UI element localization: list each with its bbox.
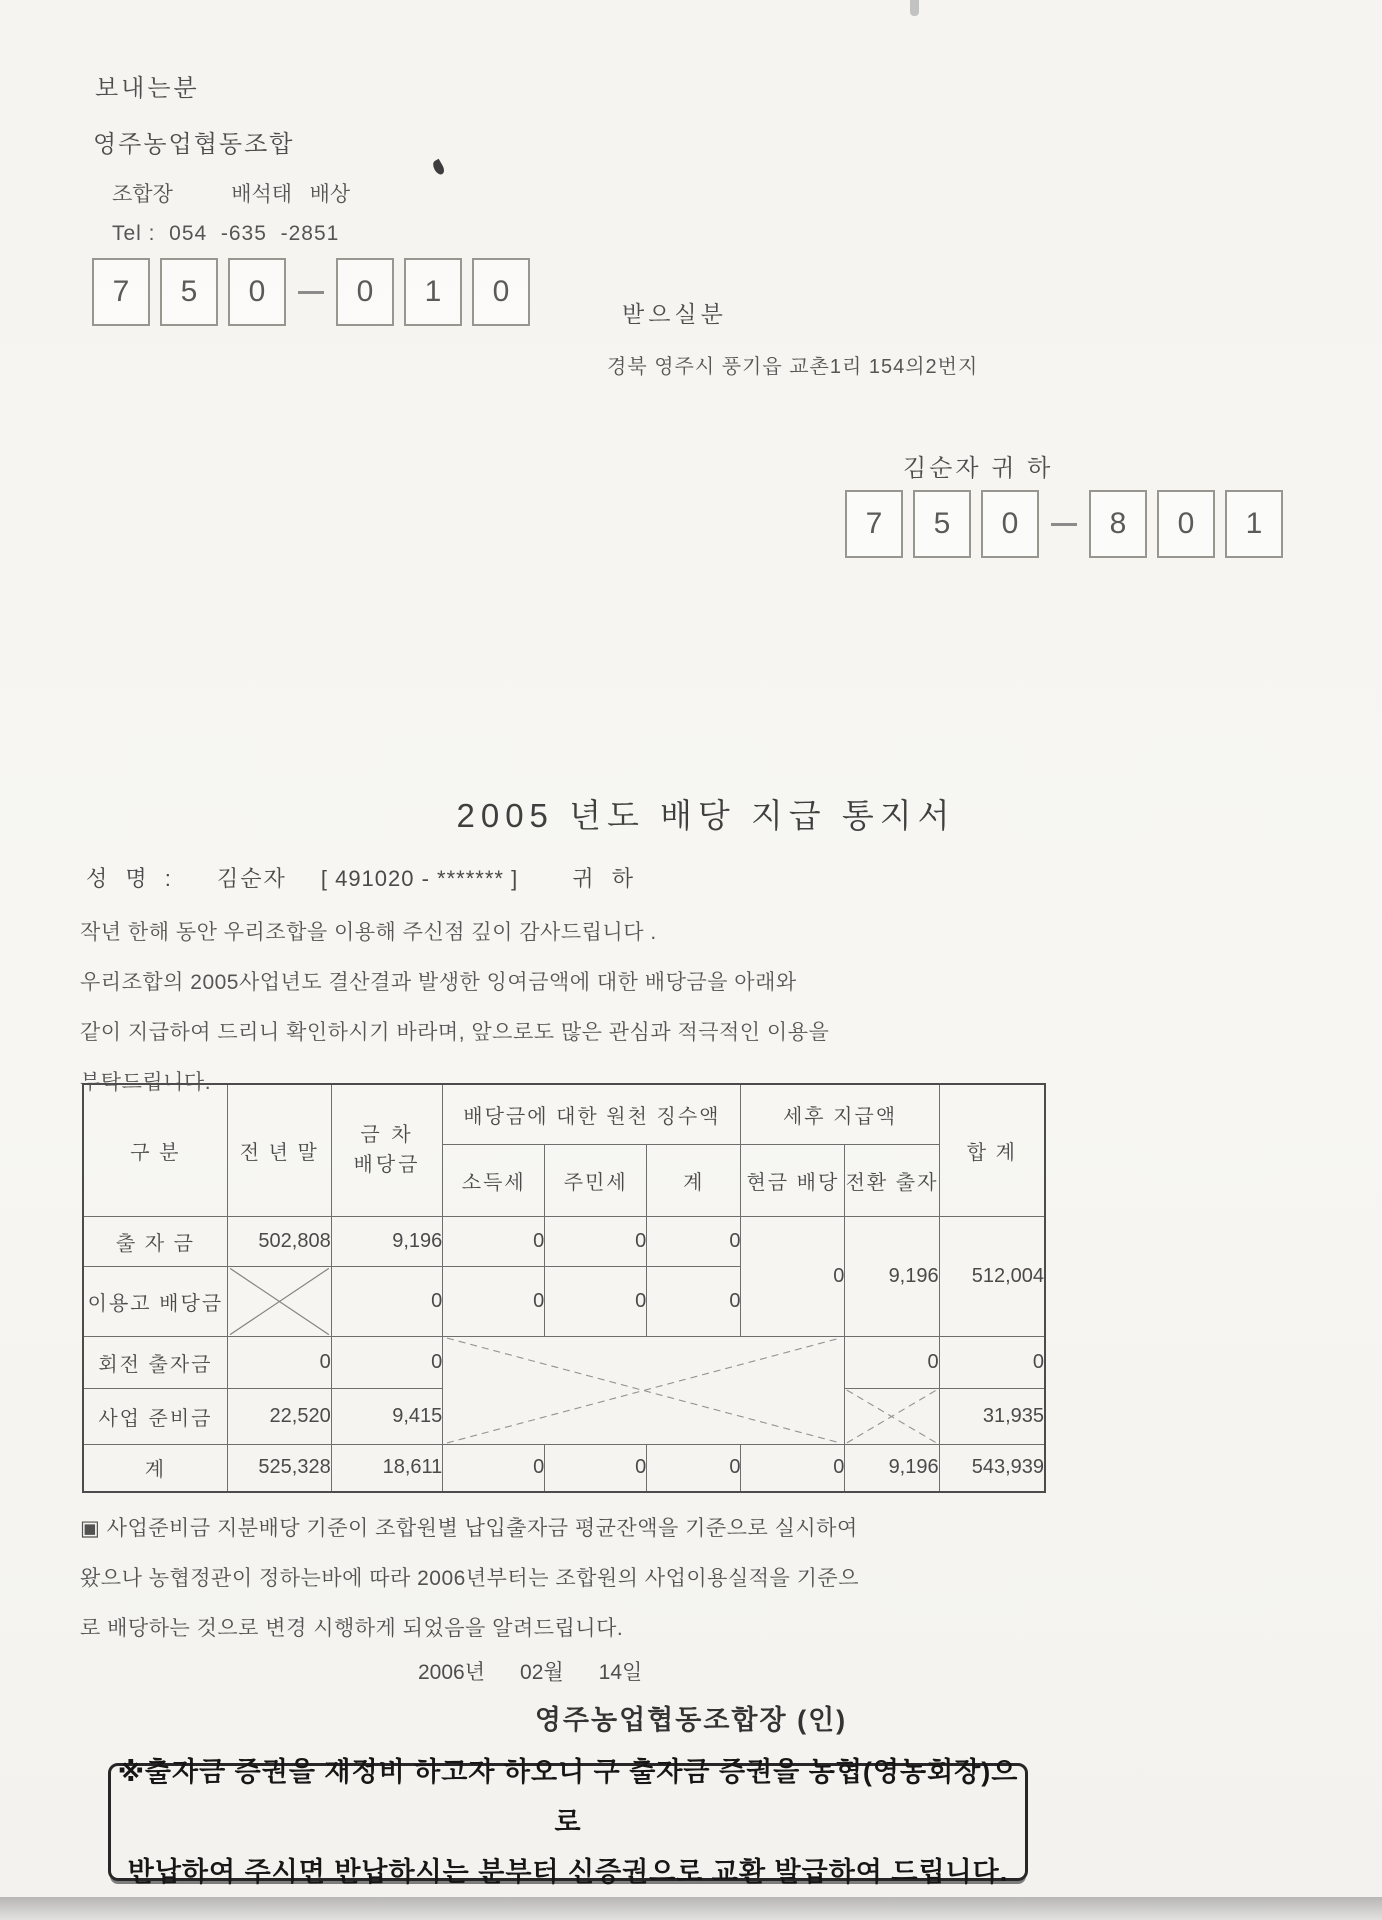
footer-notice-line: 반납하여 주시면 반납하시는 분부터 신증권으로 교환 발급하여 드립니다. bbox=[127, 1857, 1009, 1887]
col-group-withholding: 배당금에 대한 원천 징수액 bbox=[443, 1084, 741, 1144]
cell-chulja-tax-sum: 0 bbox=[647, 1216, 741, 1266]
postal-digit-box: 7 bbox=[845, 490, 903, 558]
sender-representative: 조합장 배석태 배상 bbox=[112, 183, 351, 206]
cell-saeop-prev: 22,520 bbox=[227, 1388, 331, 1444]
postal-digit-box: 1 bbox=[404, 258, 462, 326]
col-header-prev-year: 전 년 말 bbox=[227, 1084, 331, 1216]
footer-notice-box bbox=[108, 1757, 1028, 1887]
recipient-label: 받으실분 bbox=[622, 301, 727, 327]
col-header-category: 구 분 bbox=[83, 1084, 227, 1216]
signature-line: 영주농업협동조합장 (인) bbox=[534, 1705, 848, 1735]
footnote bbox=[80, 1504, 1060, 1654]
cell-merged-cash-dividend: 0 bbox=[741, 1216, 845, 1336]
col-header-current-dividend bbox=[331, 1084, 443, 1216]
postal-digit-box: 5 bbox=[160, 258, 218, 326]
notice-body bbox=[80, 908, 1040, 1108]
postal-digit-box: 1 bbox=[1225, 490, 1283, 558]
body-line: 우리조합의 2005사업년도 결산결과 발생한 잉여금액에 대한 배당금을 아래와 bbox=[80, 971, 797, 994]
member-name: 김순자 bbox=[216, 866, 287, 891]
col-header-grand-total: 합 계 bbox=[939, 1084, 1045, 1216]
cell-total-dividend: 18,611 bbox=[331, 1444, 443, 1492]
postal-digit-box: 5 bbox=[913, 490, 971, 558]
cell-total-grand: 543,939 bbox=[939, 1444, 1045, 1492]
scan-artifact bbox=[431, 159, 446, 176]
cell-iyonggo-tax-sum: 0 bbox=[647, 1266, 741, 1336]
body-line: 부탁드립니다. bbox=[80, 1071, 212, 1094]
postal-dash bbox=[1051, 523, 1077, 526]
footnote-line: 왔으나 농협정관이 정하는바에 따라 2006년부터는 조합원의 사업이용실적을 기준으 bbox=[80, 1567, 859, 1590]
scan-edge-band bbox=[0, 1897, 1382, 1920]
postal-digit-box: 8 bbox=[1089, 490, 1147, 558]
recipient-postal-code bbox=[845, 490, 1283, 558]
cell-total-resident-tax: 0 bbox=[545, 1444, 647, 1492]
cell-total-cash: 0 bbox=[741, 1444, 845, 1492]
sender-organization: 영주농업협동조합 bbox=[93, 131, 295, 158]
cell-total-tax-sum: 0 bbox=[647, 1444, 741, 1492]
sender-telephone: Tel : 054 -635 -2851 bbox=[112, 222, 340, 245]
col-group-after-tax: 세후 지급액 bbox=[741, 1084, 939, 1144]
x-mark bbox=[228, 1267, 331, 1336]
postal-digit-box: 0 bbox=[1157, 490, 1215, 558]
table-row bbox=[83, 1444, 1045, 1492]
cell-merged-total: 512,004 bbox=[939, 1216, 1045, 1336]
row-label-hoejeon: 회전 출자금 bbox=[83, 1336, 227, 1388]
cell-iyonggo-income-tax: 0 bbox=[443, 1266, 545, 1336]
member-id-masked: [ 491020 - ******* ] bbox=[320, 866, 519, 891]
cell-total-prev: 525,328 bbox=[227, 1444, 331, 1492]
postal-digit-box: 0 bbox=[228, 258, 286, 326]
col-header-tax-sum: 계 bbox=[647, 1144, 741, 1216]
postal-digit-box: 7 bbox=[92, 258, 150, 326]
cell-hoejeon-prev: 0 bbox=[227, 1336, 331, 1388]
cell-total-conversion: 9,196 bbox=[845, 1444, 939, 1492]
cell-chulja-dividend: 9,196 bbox=[331, 1216, 443, 1266]
col-header-current-dividend-line2: 배당금 bbox=[353, 1154, 421, 1177]
cell-saeop-total: 31,935 bbox=[939, 1388, 1045, 1444]
col-header-resident-tax: 주민세 bbox=[545, 1144, 647, 1216]
cell-hoejeon-conversion: 0 bbox=[845, 1336, 939, 1388]
cell-iyonggo-resident-tax: 0 bbox=[545, 1266, 647, 1336]
cell-total-income-tax: 0 bbox=[443, 1444, 545, 1492]
postal-digit-box: 0 bbox=[336, 258, 394, 326]
col-header-current-dividend-line1: 금 차 bbox=[360, 1124, 414, 1147]
cell-hoejeon-total: 0 bbox=[939, 1336, 1045, 1388]
row-label-iyonggo: 이용고 배당금 bbox=[83, 1266, 227, 1336]
cell-iyonggo-prev-crossed bbox=[227, 1266, 331, 1336]
cell-iyonggo-dividend: 0 bbox=[331, 1266, 443, 1336]
col-header-cash-dividend: 현금 배당 bbox=[741, 1144, 845, 1216]
dividend-table bbox=[82, 1083, 1046, 1493]
body-line: 같이 지급하여 드리니 확인하시기 바라며, 앞으로도 많은 관심과 적극적인 이용을 bbox=[80, 1021, 830, 1044]
cell-saeop-dividend: 9,415 bbox=[331, 1388, 443, 1444]
row-label-saeop: 사업 준비금 bbox=[83, 1388, 227, 1444]
footnote-line: 로 배당하는 것으로 변경 시행하게 되었음을 알려드립니다. bbox=[80, 1617, 624, 1640]
x-mark bbox=[443, 1337, 844, 1444]
cell-saeop-conversion-crossed bbox=[845, 1388, 939, 1444]
scan-artifact bbox=[910, 0, 919, 16]
table-row bbox=[83, 1216, 1045, 1266]
cell-chulja-prev: 502,808 bbox=[227, 1216, 331, 1266]
row-label-chulja: 출 자 금 bbox=[83, 1216, 227, 1266]
col-header-conversion-investment: 전환 출자 bbox=[845, 1144, 939, 1216]
cell-hoejeon-dividend: 0 bbox=[331, 1336, 443, 1388]
row-label-total: 계 bbox=[83, 1444, 227, 1492]
dividend-table-container bbox=[82, 1083, 1046, 1493]
footer-notice-line: ※출자금 증권을 재정비 하고자 하오니 구 출자금 증권을 농협(영농회장)으로 bbox=[117, 1757, 1019, 1837]
body-line: 작년 한해 동안 우리조합을 이용해 주신점 깊이 감사드립니다 . bbox=[80, 921, 657, 944]
cell-chulja-resident-tax: 0 bbox=[545, 1216, 647, 1266]
cell-chulja-income-tax: 0 bbox=[443, 1216, 545, 1266]
name-field-label: 성 명 : bbox=[86, 866, 177, 891]
issue-date: 2006년 02월 14일 bbox=[418, 1661, 643, 1684]
footnote-line: ▣ 사업준비금 지분배당 기준이 조합원별 납입출자금 평균잔액을 기준으로 실시하여 bbox=[80, 1517, 858, 1540]
sender-label: 보내는분 bbox=[95, 75, 200, 102]
postal-dash bbox=[298, 291, 324, 294]
cell-merged-conversion: 9,196 bbox=[845, 1216, 939, 1336]
col-header-income-tax: 소득세 bbox=[443, 1144, 545, 1216]
x-mark bbox=[845, 1389, 938, 1444]
postal-digit-box: 0 bbox=[981, 490, 1039, 558]
member-name-line bbox=[86, 862, 639, 893]
sender-postal-code bbox=[92, 258, 530, 326]
notice-title: 2005 년도 배당 지급 통지서 bbox=[456, 797, 956, 834]
honorific: 귀 하 bbox=[572, 866, 639, 891]
recipient-name: 김순자 귀 하 bbox=[903, 455, 1054, 482]
cell-block-crossed bbox=[443, 1336, 845, 1444]
table-row bbox=[83, 1336, 1045, 1388]
postal-digit-box: 0 bbox=[472, 258, 530, 326]
recipient-address: 경북 영주시 풍기읍 교촌1리 154의2번지 bbox=[607, 356, 979, 378]
